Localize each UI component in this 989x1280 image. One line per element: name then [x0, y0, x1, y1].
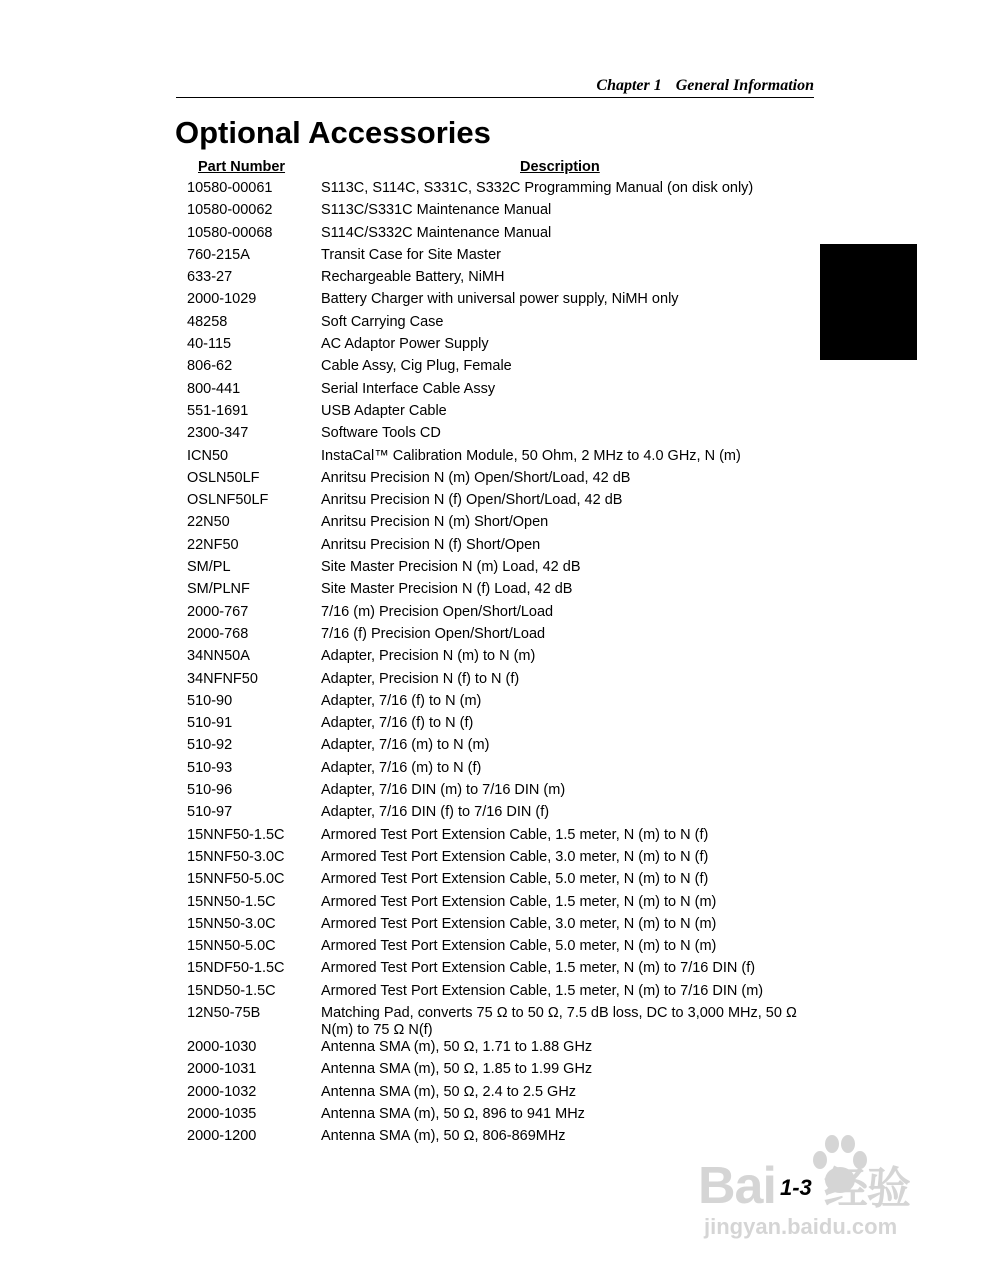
part-number: 510-90: [187, 692, 233, 709]
description: Adapter, 7/16 (f) to N (m): [321, 692, 482, 709]
table-row: [187, 381, 827, 403]
description: Rechargeable Battery, NiMH: [321, 269, 505, 286]
table-row: [187, 180, 827, 202]
part-number: 510-96: [187, 782, 233, 799]
part-number: 510-93: [187, 759, 233, 776]
description: S113C, S114C, S331C, S332C Programming Manual (on disk only): [321, 180, 754, 196]
part-number: 2000-1029: [187, 291, 257, 308]
description: InstaCal™ Calibration Module, 50 Ohm, 2 MHz to 4.0 GHz, N (m): [321, 447, 741, 464]
description: Antenna SMA (m), 50 Ω, 806-869MHz: [321, 1128, 566, 1145]
description: Adapter, Precision N (f) to N (f): [321, 670, 520, 687]
description: Adapter, 7/16 (m) to N (m): [321, 737, 490, 754]
description: 7/16 (m) Precision Open/Short/Load: [321, 603, 554, 620]
table-row: [187, 202, 827, 224]
part-number: 510-97: [187, 804, 233, 821]
table-row: [187, 671, 827, 693]
description: Antenna SMA (m), 50 Ω, 1.71 to 1.88 GHz: [321, 1038, 593, 1055]
description: Antenna SMA (m), 50 Ω, 1.85 to 1.99 GHz: [321, 1061, 593, 1078]
page-number: 1-3: [780, 1175, 812, 1200]
description: Transit Case for Site Master: [321, 246, 501, 263]
baidu-watermark: [698, 1130, 938, 1245]
description: Armored Test Port Extension Cable, 5.0 meter, N (m) to N (m): [321, 938, 717, 955]
description: Adapter, 7/16 (m) to N (f): [321, 759, 482, 776]
description: Armored Test Port Extension Cable, 3.0 meter, N (m) to N (f): [321, 848, 709, 865]
part-number: 10580-00061: [187, 180, 273, 196]
part-number: 15NN50-3.0C: [187, 915, 276, 932]
table-row: [187, 693, 827, 715]
table-row: [187, 715, 827, 737]
table-row: [187, 559, 827, 581]
part-number: 2000-768: [187, 625, 249, 642]
description-column-header: Description: [520, 159, 600, 175]
table-row: [187, 760, 827, 782]
description: Anritsu Precision N (m) Open/Short/Load, 42 dB: [321, 469, 631, 486]
part-number: 2300-347: [187, 425, 249, 442]
table-row: [187, 938, 827, 960]
description: Battery Charger with universal power supply, NiMH only: [321, 291, 679, 308]
part-number: 2000-1035: [187, 1105, 257, 1122]
part-number: 15NNF50-3.0C: [187, 848, 285, 865]
section-label: General Information: [675, 77, 814, 94]
table-row: [187, 1005, 827, 1039]
part-number: 551-1691: [187, 402, 249, 419]
table-row: [187, 247, 827, 269]
table-row: [187, 470, 827, 492]
description: Adapter, 7/16 DIN (f) to 7/16 DIN (f): [321, 804, 550, 821]
table-row: [187, 537, 827, 559]
accessories-table: [187, 180, 827, 1150]
table-row: [187, 604, 827, 626]
part-number: SM/PLNF: [187, 581, 250, 598]
description: Cable Assy, Cig Plug, Female: [321, 358, 512, 375]
description: Matching Pad, converts 75 Ω to 50 Ω, 7.5 dB loss, DC to 3,000 MHz, 50 Ω N(m) to 75 Ω N(f): [321, 1004, 797, 1038]
description: Site Master Precision N (f) Load, 42 dB: [321, 581, 573, 598]
table-row: [187, 314, 827, 336]
part-number: 15NN50-5.0C: [187, 938, 276, 955]
table-row: [187, 448, 827, 470]
part-number: 2000-1200: [187, 1128, 257, 1145]
table-row: [187, 1106, 827, 1128]
table-row: [187, 225, 827, 247]
description: Antenna SMA (m), 50 Ω, 896 to 941 MHz: [321, 1105, 585, 1122]
description: Adapter, 7/16 DIN (m) to 7/16 DIN (m): [321, 782, 566, 799]
table-row: [187, 291, 827, 313]
table-row: [187, 1061, 827, 1083]
table-row: [187, 1039, 827, 1061]
part-number: 22NF50: [187, 536, 239, 553]
table-row: [187, 514, 827, 536]
description: Antenna SMA (m), 50 Ω, 2.4 to 2.5 GHz: [321, 1083, 577, 1100]
paw-icon: [808, 1130, 868, 1200]
part-number: 800-441: [187, 380, 241, 397]
description: Armored Test Port Extension Cable, 1.5 meter, N (m) to 7/16 DIN (m): [321, 982, 764, 999]
part-number: 510-91: [187, 715, 233, 732]
description: Armored Test Port Extension Cable, 3.0 meter, N (m) to N (m): [321, 915, 717, 932]
part-number: 22N50: [187, 514, 230, 531]
watermark-url: jingyan.baidu.com: [704, 1214, 898, 1239]
table-row: [187, 492, 827, 514]
table-row: [187, 916, 827, 938]
description: Armored Test Port Extension Cable, 1.5 meter, N (m) to N (m): [321, 893, 717, 910]
description: Site Master Precision N (m) Load, 42 dB: [321, 559, 581, 576]
part-number-column-header: Part Number: [198, 159, 286, 175]
table-row: [187, 1084, 827, 1106]
part-number: 2000-1030: [187, 1038, 257, 1055]
chapter-label: Chapter 1: [596, 77, 662, 94]
description: Anritsu Precision N (f) Short/Open: [321, 536, 541, 553]
table-row: [187, 626, 827, 648]
table-row: [187, 648, 827, 670]
table-row: [187, 269, 827, 291]
table-row: [187, 827, 827, 849]
part-number: 10580-00062: [187, 202, 273, 219]
description: S113C/S331C Maintenance Manual: [321, 202, 552, 219]
part-number: 12N50-75B: [187, 1004, 261, 1021]
description: USB Adapter Cable: [321, 402, 447, 419]
description: Adapter, 7/16 (f) to N (f): [321, 715, 474, 732]
table-row: [187, 894, 827, 916]
table-row: [187, 782, 827, 804]
description: S114C/S332C Maintenance Manual: [321, 224, 552, 241]
part-number: 2000-1031: [187, 1061, 257, 1078]
part-number: OSLNF50LF: [187, 492, 269, 509]
description: Armored Test Port Extension Cable, 5.0 meter, N (m) to N (f): [321, 871, 709, 888]
description: AC Adaptor Power Supply: [321, 336, 489, 353]
part-number: 806-62: [187, 358, 233, 375]
part-number: 2000-1032: [187, 1083, 257, 1100]
part-number: 633-27: [187, 269, 233, 286]
part-number: 15NN50-1.5C: [187, 893, 276, 910]
running-header: [176, 77, 814, 98]
table-row: [187, 737, 827, 759]
table-row: [187, 581, 827, 603]
part-number: 510-92: [187, 737, 233, 754]
part-number: 15ND50-1.5C: [187, 982, 276, 999]
table-row: [187, 425, 827, 447]
part-number: OSLN50LF: [187, 469, 260, 486]
part-number: 10580-00068: [187, 224, 273, 241]
description: Serial Interface Cable Assy: [321, 380, 496, 397]
part-number: 40-115: [187, 336, 232, 353]
table-row: [187, 960, 827, 982]
part-number: ICN50: [187, 447, 229, 464]
table-row: [187, 983, 827, 1005]
table-row: [187, 358, 827, 380]
description: 7/16 (f) Precision Open/Short/Load: [321, 625, 546, 642]
table-row: [187, 804, 827, 826]
description: Armored Test Port Extension Cable, 1.5 meter, N (m) to 7/16 DIN (f): [321, 960, 756, 977]
description: Soft Carrying Case: [321, 313, 444, 330]
description: Anritsu Precision N (f) Open/Short/Load, 42 dB: [321, 492, 623, 509]
table-row: [187, 849, 827, 871]
part-number: 15NNF50-5.0C: [187, 871, 285, 888]
watermark-logo: Bai 经验: [698, 1157, 910, 1215]
part-number: 2000-767: [187, 603, 249, 620]
part-number: 760-215A: [187, 246, 250, 263]
part-number: SM/PL: [187, 559, 231, 576]
description: Adapter, Precision N (m) to N (m): [321, 648, 536, 665]
part-number: 34NFNF50: [187, 670, 258, 687]
table-row: [187, 871, 827, 893]
description: Software Tools CD: [321, 425, 441, 442]
page-title: Optional Accessories: [175, 115, 491, 150]
table-row: [187, 403, 827, 425]
part-number: 34NN50A: [187, 648, 250, 665]
description: Armored Test Port Extension Cable, 1.5 meter, N (m) to N (f): [321, 826, 709, 843]
part-number: 15NNF50-1.5C: [187, 826, 285, 843]
chapter-tab-marker: [820, 244, 917, 360]
description: Anritsu Precision N (m) Short/Open: [321, 514, 549, 531]
table-row: [187, 336, 827, 358]
part-number: 48258: [187, 313, 228, 330]
part-number: 15NDF50-1.5C: [187, 960, 285, 977]
